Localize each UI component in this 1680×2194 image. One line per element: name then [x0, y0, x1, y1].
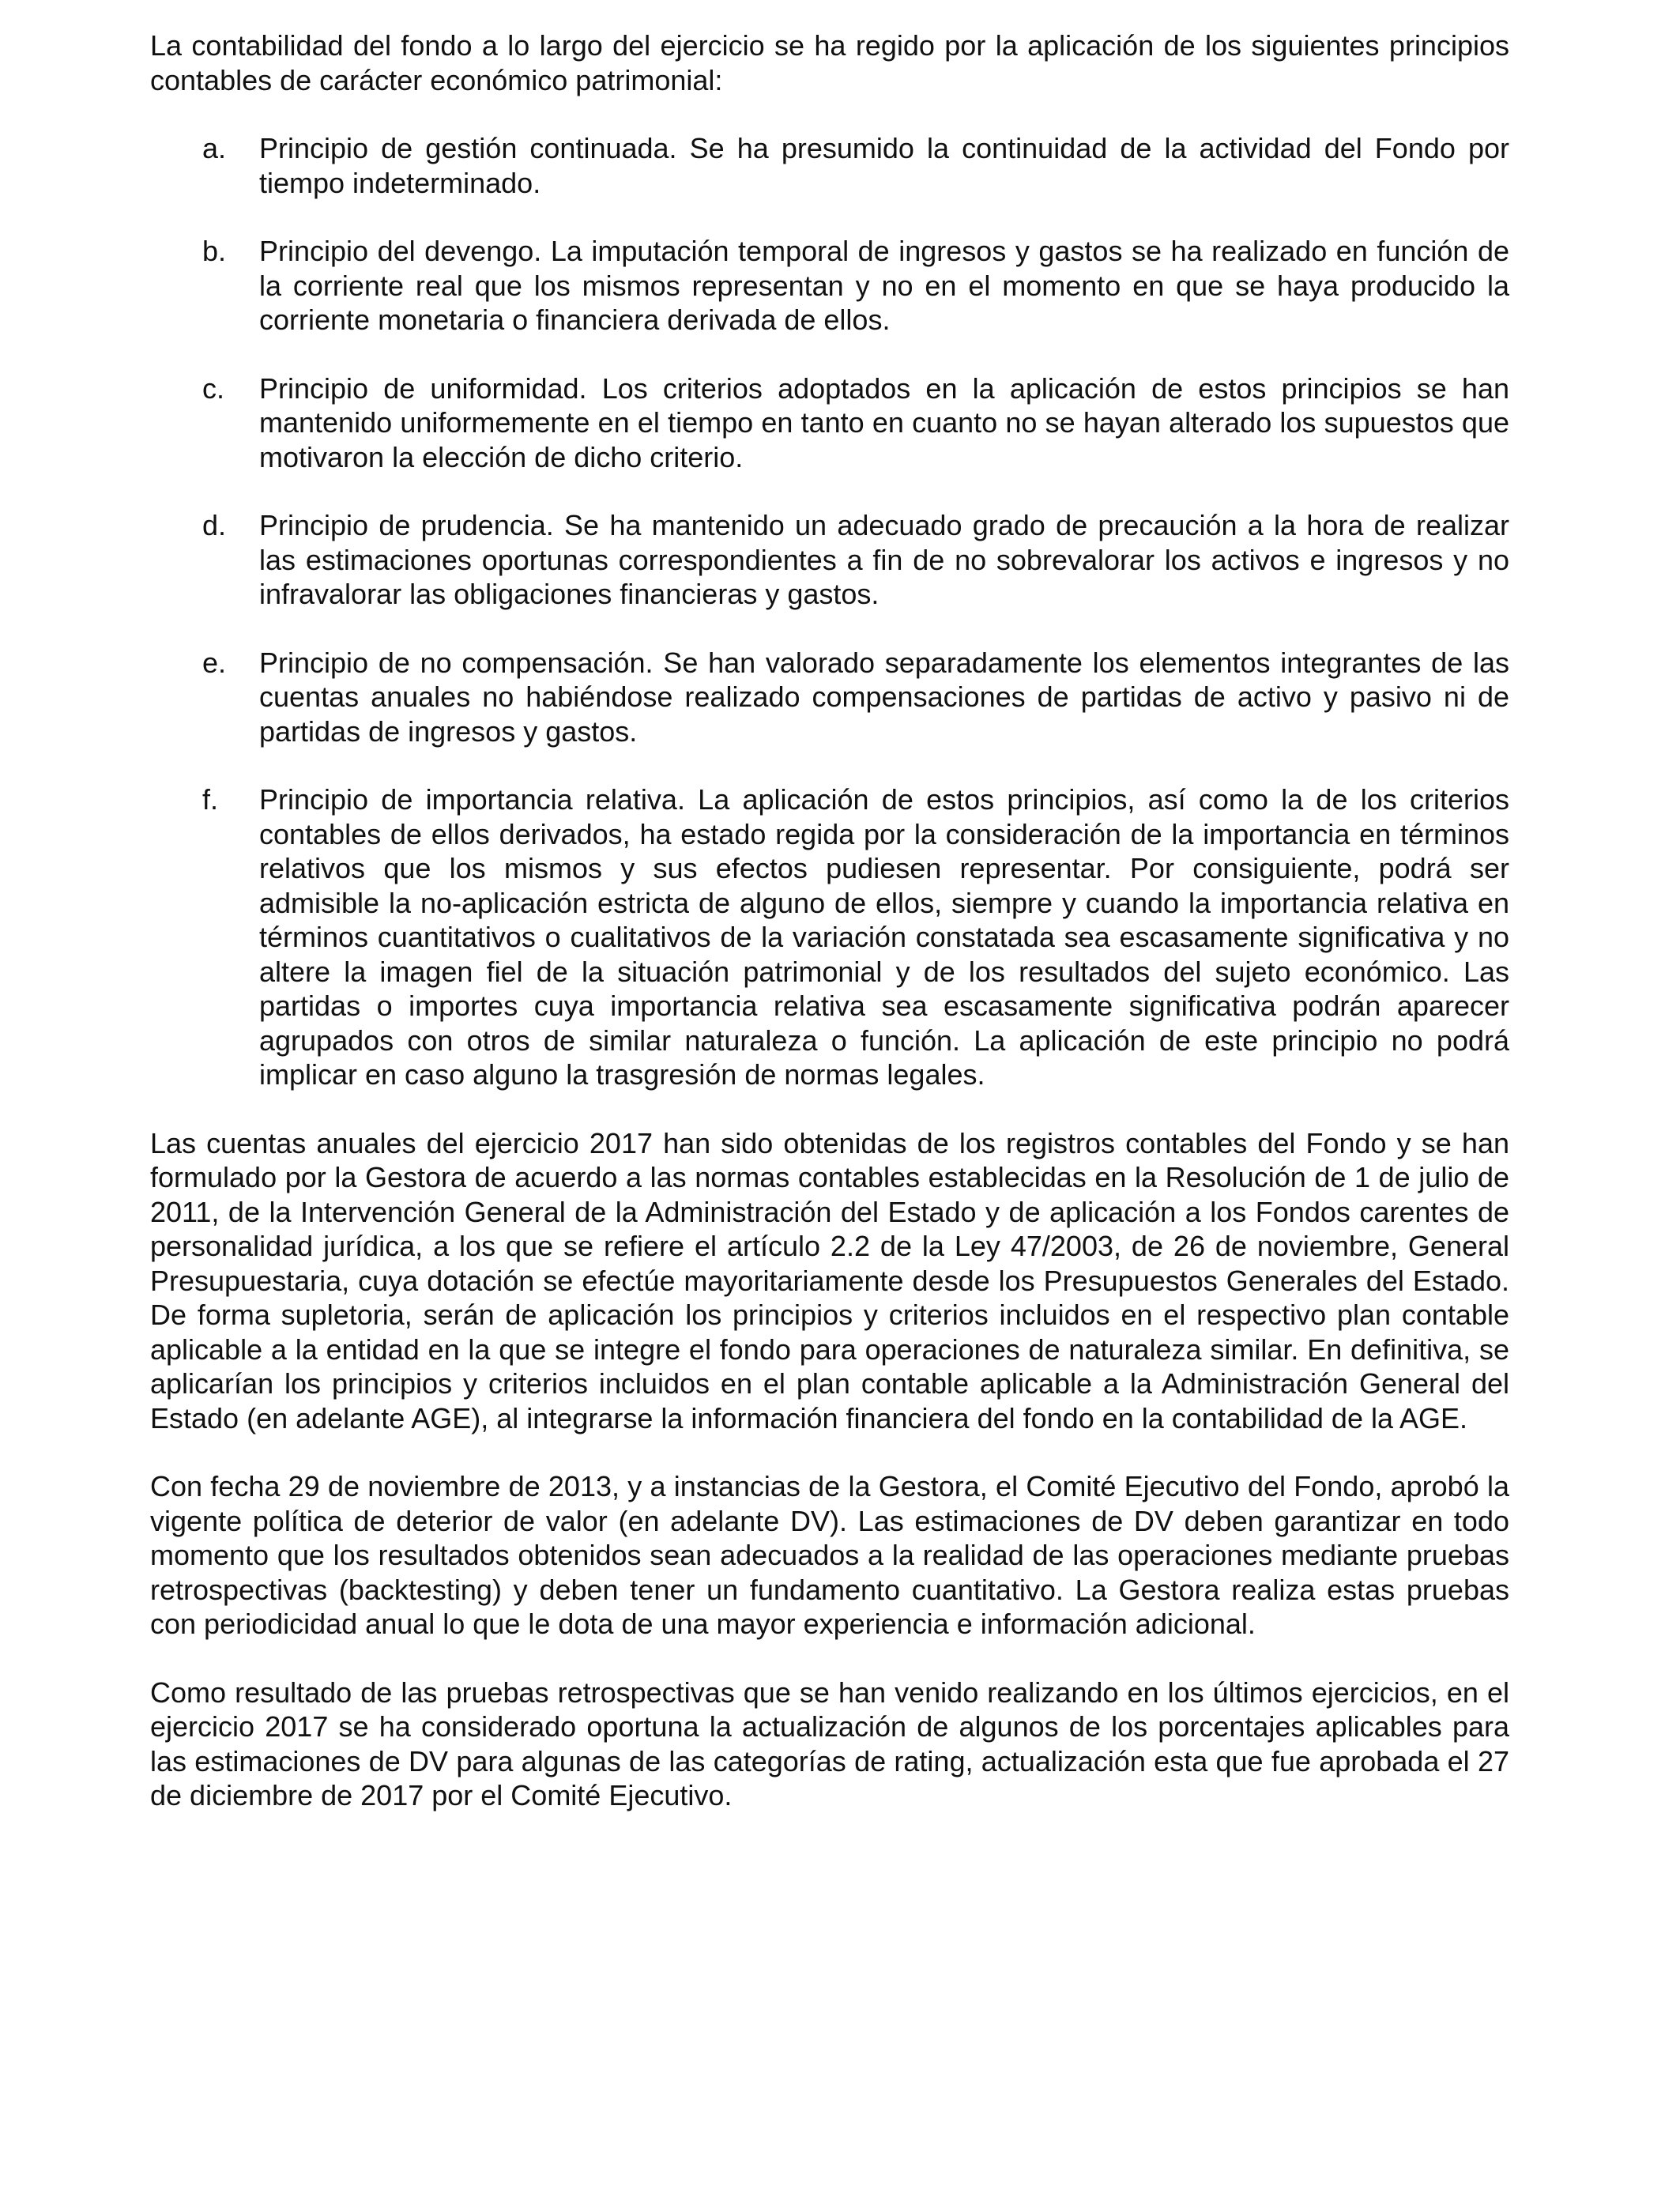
- principle-text: Principio de no compensación. Se han valorado separadamente los elementos integrantes de las cuentas anuales no habiéndose realizado compensaciones de partidas de activo y pasivo ni de partidas de ingresos y gastos.: [259, 646, 1509, 748]
- principle-item: [150, 131, 1509, 200]
- principle-text: Principio de importancia relativa. La aplicación de estos principios, así como la de los criterios contables de ellos derivados, ha estado regida por la consideración de la importancia en términos relativos que los mismos y sus efectos pudiesen representar. Por consiguiente, podrá ser admisible la no-aplicación estricta de alguno de ellos, siempre y cuando la importancia relativa en términos cuantitativos o cualitativos de la variación constatada sea escasamente significativa y no altere la imagen fiel de la situación patrimonial y de los resultados del sujeto económico. Las partidas o importes cuya importancia relativa sea escasamente significativa podrán aparecer agrupados con otros de similar naturaleza o función. La aplicación de este principio no podrá implicar en caso alguno la trasgresión de normas legales.: [259, 783, 1509, 1091]
- body-paragraph-accounts: Las cuentas anuales del ejercicio 2017 han sido obtenidas de los registros contables del Fondo y se han formulado por la Gestora de acuerdo a las normas contables establecidas en la Resolución de 1 de julio de 2011, de la Intervención General de la Administración del Estado y de aplicación a los Fondos carentes de personalidad jurídica, a los que se refiere el artículo 2.2 de la Ley 47/2003, de 26 de noviembre, General Presupuestaria, cuya dotación se efectúe mayoritariamente desde los Presupuestos Generales del Estado. De forma supletoria, serán de aplicación los principios y criterios incluidos en el respectivo plan contable aplicable a la entidad en la que se integre el fondo para operaciones de naturaleza similar. En definitiva, se aplicarían los principios y criterios incluidos en el plan contable aplicable a la Administración General del Estado (en adelante AGE), al integrarse la información financiera del fondo en la contabilidad de la AGE.: [150, 1126, 1509, 1434]
- body-paragraph-dv-policy: Con fecha 29 de noviembre de 2013, y a instancias de la Gestora, el Comité Ejecutivo del Fondo, aprobó la vigente política de deterior de valor (en adelante DV). Las estimaciones de DV deben garantizar en todo momento que los resultados obtenidos sean adecuados a la realidad de las operaciones mediante pruebas retrospectivas (backtesting) y deben tener un fundamento cuantitativo. La Gestora realiza estas pruebas con periodicidad anual lo que le dota de una mayor experiencia e información adicional.: [150, 1470, 1509, 1640]
- principle-text: Principio de gestión continuada. Se ha presumido la continuidad de la actividad del Fondo por tiempo indeterminado.: [259, 132, 1509, 199]
- list-marker: d.: [202, 509, 227, 541]
- principle-item: [150, 371, 1509, 475]
- list-marker: e.: [202, 646, 227, 679]
- list-marker: f.: [202, 783, 219, 816]
- principle-item: [150, 508, 1509, 612]
- principle-text: Principio del devengo. La imputación temporal de ingresos y gastos se ha realizado en función de la corriente real que los mismos representan y no en el momento en que se haya producido la corriente monetaria o financiera derivada de ellos.: [259, 235, 1509, 336]
- list-marker: c.: [202, 371, 225, 405]
- principle-text: Principio de uniformidad. Los criterios adoptados en la aplicación de estos principios se han mantenido uniformemente en el tiempo en tanto en cuanto no se hayan alterado los supuestos que motivaron la elección de dicho criterio.: [259, 371, 1509, 473]
- document-page: [150, 28, 1509, 1813]
- principles-list: [150, 131, 1509, 1092]
- principle-item: [150, 646, 1509, 749]
- principle-item: [150, 782, 1509, 1092]
- principle-item: [150, 234, 1509, 337]
- list-marker: a.: [202, 132, 227, 164]
- list-marker: b.: [202, 235, 227, 267]
- intro-paragraph: La contabilidad del fondo a lo largo del ejercicio se ha regido por la aplicación de los siguientes principios contables de carácter económico patrimonial:: [150, 29, 1509, 96]
- principle-text: Principio de prudencia. Se ha mantenido un adecuado grado de precaución a la hora de realizar las estimaciones oportunas correspondientes a fin de no sobrevalorar los activos e ingresos y no infravalorar las obligaciones financieras y gastos.: [259, 509, 1509, 610]
- body-paragraph-dv-update: Como resultado de las pruebas retrospectivas que se han venido realizando en los últimos ejercicios, en el ejercicio 2017 se ha considerado oportuna la actualización de algunos de los porcentajes aplicables para las estimaciones de DV para algunas de las categorías de rating, actualización esta que fue aprobada el 27 de diciembre de 2017 por el Comité Ejecutivo.: [150, 1676, 1509, 1811]
